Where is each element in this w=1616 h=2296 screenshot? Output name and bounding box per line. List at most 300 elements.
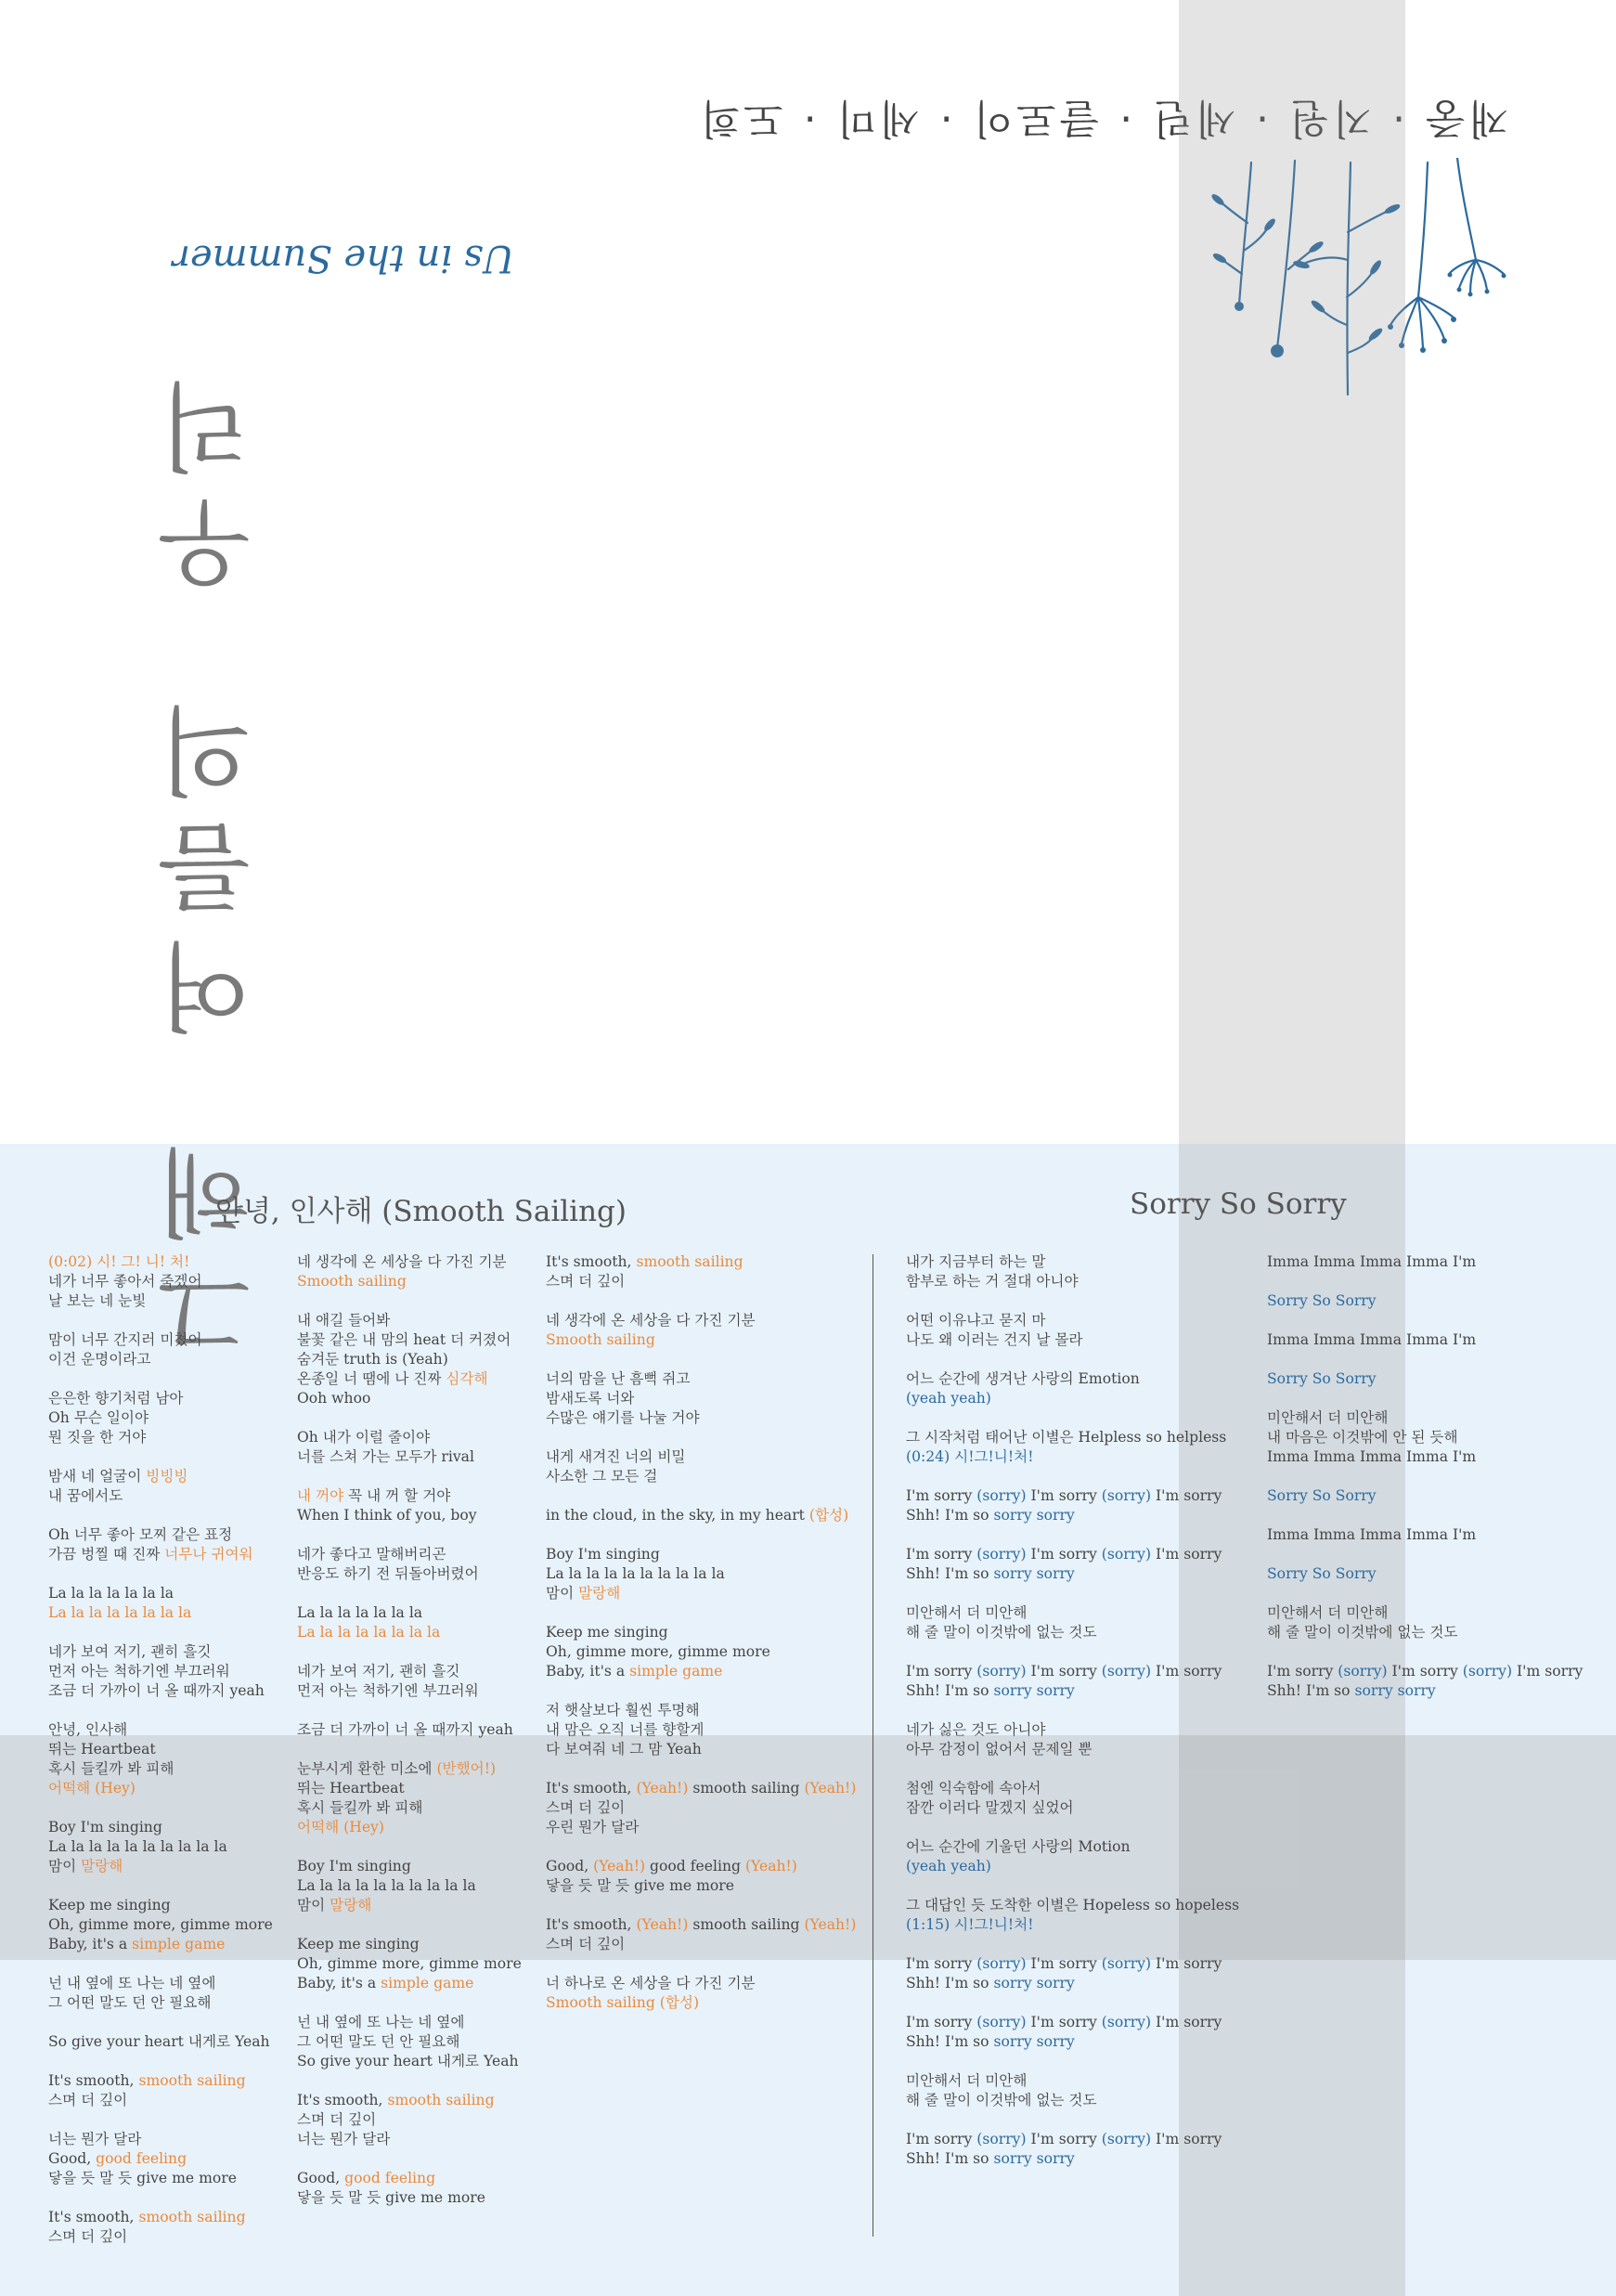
lyric-highlight-blue: (0:24) 시!그!니!처! (906, 1448, 1034, 1465)
lyric-line (297, 1662, 522, 1681)
stanza-gap (1267, 1467, 1583, 1486)
lyric-text: 은은한 향기처럼 남아 (48, 1390, 184, 1407)
lyric-line (906, 1837, 1239, 1857)
lyric-line (546, 1740, 856, 1759)
lyric-text: Shh! I'm so (906, 1565, 994, 1582)
lyric-text: I'm sorry (1026, 1955, 1102, 1972)
lyric-text: Imma Imma Imma Imma I'm (1267, 1526, 1477, 1543)
lyric-text: 닿을 듯 말 듯 give me more (546, 1877, 734, 1894)
lyric-text: 내 꿈에서도 (48, 1487, 123, 1504)
lyric-text: 온종일 너 땜에 나 진짜 (297, 1370, 446, 1387)
lyric-text: 조금 더 가까이 너 올 때까지 yeah (297, 1721, 513, 1738)
song1-lyrics-column-2 (297, 1252, 522, 2208)
lyric-text: Baby, it's a (546, 1663, 630, 1680)
lyric-highlight-orange: Smooth sailing (297, 1273, 407, 1290)
lyric-highlight-orange: (Yeah!) (636, 1916, 689, 1933)
lyric-text: It's smooth, (546, 1780, 637, 1797)
lyric-line (906, 1272, 1239, 1291)
lyric-line (48, 2071, 273, 2091)
lyric-line (297, 2013, 522, 2032)
lyric-text: 반응도 하기 전 뒤돌아버렸어 (297, 1565, 479, 1582)
lyric-line (906, 2149, 1239, 2169)
lyric-text: I'm sorry (906, 2014, 977, 2030)
song2-lyrics-column-1 (906, 1252, 1239, 2169)
lyric-text: 스며 더 깊이 (546, 1273, 626, 1290)
lyric-text: 안녕, 인사해 (48, 1721, 128, 1738)
lyric-line (48, 1350, 273, 1369)
lyric-line (297, 1759, 522, 1779)
lyric-line (546, 1779, 856, 1798)
lyric-text: 먼저 아는 척하기엔 부끄러워 (48, 1663, 230, 1680)
lyric-text: 조금 더 가까이 너 올 때까지 yeah (48, 1682, 265, 1699)
lyric-text: 네가 싫은 것도 아니야 (906, 1721, 1046, 1738)
lyric-line (546, 1701, 856, 1720)
lyric-text: 네가 보여 저기, 괜히 흘깃 (297, 1663, 460, 1680)
lyric-text: 맘이 너무 간지러 미쳤어 (48, 1331, 202, 1348)
lyric-text: 스며 더 깊이 (297, 2111, 377, 2128)
stanza-gap (1267, 1506, 1583, 1525)
title-char: 해 (157, 1135, 252, 1249)
lyric-line (546, 1935, 856, 1954)
lyric-text: I'm sorry (906, 1546, 977, 1563)
stanza-gap (546, 1837, 856, 1857)
lyric-highlight-blue: (sorry) (1101, 2131, 1152, 2147)
stanza-gap (297, 1837, 522, 1857)
lyric-text: When I think of you, boy (297, 1507, 477, 1524)
lyric-line (297, 2169, 522, 2188)
lyric-line (546, 1506, 856, 1525)
lyric-line (48, 1272, 273, 1291)
lyric-line (906, 1486, 1239, 1506)
stanza-gap (297, 1525, 522, 1545)
lyric-line (297, 1506, 522, 1525)
lyric-highlight-orange: 어떡해 (Hey) (297, 1819, 384, 1836)
lyric-text: 먼저 아는 척하기엔 부끄러워 (297, 1682, 479, 1699)
stanza-gap (906, 1350, 1239, 1369)
stanza-gap (546, 1603, 856, 1623)
lyric-text: Shh! I'm so (906, 1975, 994, 1991)
lyric-highlight-blue: (sorry) (976, 2014, 1027, 2030)
lyric-text: 내가 지금부터 하는 말 (906, 1253, 1046, 1270)
lyric-text: 어느 순간에 기울던 사랑의 Motion (906, 1838, 1131, 1855)
lyric-text: Ooh whoo (297, 1390, 371, 1407)
lyric-highlight-orange: good feeling (344, 2170, 436, 2186)
lyric-line (297, 1311, 522, 1330)
stanza-gap (1267, 1642, 1583, 1662)
lyric-highlight-blue: (sorry) (976, 2131, 1027, 2147)
stanza-gap (48, 1798, 273, 1818)
lyric-text: 내 마음은 이것밖에 안 된 듯해 (1267, 1429, 1458, 1446)
lyric-highlight-orange: 빙빙빙 (146, 1468, 188, 1485)
lyric-text: 스며 더 깊이 (48, 2228, 128, 2245)
lyric-text: 네 생각에 온 세상을 다 가진 기분 (297, 1253, 507, 1270)
lyric-line (906, 1447, 1239, 1467)
lyric-line (48, 1935, 273, 1954)
lyric-line (48, 1584, 273, 1603)
stanza-gap (906, 1467, 1239, 1486)
lyric-text: Boy I'm singing (297, 1858, 411, 1874)
lyric-highlight-orange: 어떡해 (Hey) (48, 1780, 136, 1797)
lyric-line (48, 1993, 273, 2013)
lyric-text: smooth sailing (688, 1916, 805, 1933)
lyric-line (546, 1408, 856, 1428)
lyric-line (297, 1369, 522, 1389)
lyric-line (1267, 1369, 1583, 1389)
lyric-line (546, 1447, 856, 1467)
lyric-highlight-orange: (합성) (808, 1507, 849, 1524)
song1-lyrics-column-3 (546, 1252, 856, 2013)
lyric-line (297, 2032, 522, 2052)
lyric-text: Shh! I'm so (906, 1507, 994, 1524)
lyric-line (48, 1330, 273, 1350)
stanza-gap (48, 1954, 273, 1974)
lyric-text: 맘이 (297, 1897, 330, 1913)
lyric-highlight-blue: (sorry) (1338, 1663, 1388, 1680)
stanza-gap (1267, 1545, 1583, 1564)
song2-title: Sorry So Sorry (1130, 1187, 1347, 1221)
lyric-line (546, 1252, 856, 1272)
lyric-highlight-orange: 말랑해 (81, 1858, 123, 1874)
lyric-text: 맘이 (546, 1585, 579, 1602)
lyric-highlight-blue: (sorry) (976, 1955, 1027, 1972)
lyric-text: 이건 운명이라고 (48, 1351, 151, 1368)
lyric-highlight-blue: (sorry) (1101, 2014, 1152, 2030)
stanza-gap (297, 1291, 522, 1311)
lyric-line (48, 1467, 273, 1486)
lyric-text: La la la la la la la la la la (297, 1877, 476, 1894)
lyric-highlight-blue: sorry sorry (993, 1682, 1075, 1699)
lyric-text: It's smooth, (48, 2209, 139, 2225)
lyric-text: 어느 순간에 생겨난 사랑의 Emotion (906, 1370, 1140, 1387)
lyric-text: I'm sorry (1151, 2014, 1222, 2030)
lyric-text: Oh, gimme more, gimme more (48, 1916, 273, 1933)
stanza-gap (297, 1467, 522, 1486)
lyric-text: Shh! I'm so (906, 2033, 994, 2050)
lyric-line (48, 1759, 273, 1779)
lyric-text: 눈부시게 환한 미소에 (297, 1760, 437, 1777)
lyric-text: I'm sorry (1512, 1663, 1584, 1680)
lyric-text: 아무 감정이 없어서 문제일 뿐 (906, 1741, 1092, 1758)
stanza-gap (297, 1740, 522, 1759)
lyric-text: good feeling (645, 1858, 745, 1874)
lyric-text: Oh 너무 좋아 모찌 같은 표정 (48, 1526, 233, 1543)
lyric-line (1267, 1252, 1583, 1272)
lyric-line (48, 2032, 273, 2052)
lyric-line (48, 1252, 273, 1272)
lyric-text: Good, (546, 1858, 594, 1874)
lyric-line (546, 1467, 856, 1486)
lyric-highlight-blue: sorry sorry (993, 2150, 1075, 2167)
lyric-text: smooth sailing (688, 1780, 805, 1797)
lyric-line (546, 1584, 856, 1603)
lyric-line (48, 2091, 273, 2110)
lyric-line (906, 1252, 1239, 1272)
lyric-line (906, 1740, 1239, 1759)
lyric-line (546, 1876, 856, 1896)
lyric-line (297, 1252, 522, 1272)
lyric-text: 뛰는 Heartbeat (48, 1741, 156, 1758)
lyric-highlight-blue: Sorry So Sorry (1267, 1292, 1377, 1309)
stanza-gap (906, 1818, 1239, 1837)
lyric-line (48, 2130, 273, 2149)
lyric-text: 내 맘은 오직 너를 향할게 (546, 1721, 705, 1738)
lyric-text: I'm sorry (1151, 1546, 1222, 1563)
lyric-line (48, 1642, 273, 1662)
lyric-line (297, 1389, 522, 1408)
lyric-text: 혹시 들킬까 봐 피해 (297, 1799, 423, 1816)
lyric-line (297, 1818, 522, 1837)
lyric-line (546, 1662, 856, 1681)
lyric-line (546, 1798, 856, 1818)
lyric-text: I'm sorry (1026, 2131, 1102, 2147)
stanza-gap (48, 2188, 273, 2208)
lyric-highlight-blue: (sorry) (976, 1546, 1027, 1563)
lyric-highlight-blue: (sorry) (1101, 1546, 1152, 1563)
lyric-line (297, 1603, 522, 1623)
stanza-gap (546, 1291, 856, 1311)
lyric-text: 저 햇살보다 훨씬 투명해 (546, 1702, 700, 1719)
lyric-text: 뭔 짓을 한 거야 (48, 1429, 147, 1446)
lyric-line (297, 1447, 522, 1467)
lyric-line (297, 1681, 522, 1701)
stanza-gap (48, 1447, 273, 1467)
lyric-line (906, 1798, 1239, 1818)
lyric-text: I'm sorry (1026, 1663, 1102, 1680)
lyric-highlight-orange: (Yeah!) (744, 1858, 797, 1874)
lyric-text: I'm sorry (1267, 1663, 1338, 1680)
lyric-highlight-orange: simple game (132, 1936, 226, 1952)
lyric-line (546, 1974, 856, 1993)
lyric-line (48, 1681, 273, 1701)
title-char: 우 (157, 486, 252, 601)
stanza-gap (906, 1642, 1239, 1662)
stanza-gap (297, 2149, 522, 2169)
lyric-text: Imma Imma Imma Imma I'm (1267, 1448, 1477, 1465)
lyric-line (297, 1798, 522, 1818)
lyric-text: I'm sorry (1151, 1487, 1222, 1504)
lyric-line (546, 1915, 856, 1935)
lyric-highlight-blue: (yeah yeah) (906, 1858, 991, 1874)
lyric-text: I'm sorry (1026, 1487, 1102, 1504)
stanza-gap (906, 1525, 1239, 1545)
lyric-text: 스며 더 깊이 (546, 1936, 626, 1952)
lyric-line (906, 1720, 1239, 1740)
lyric-text: I'm sorry (906, 1955, 977, 1972)
stanza-gap (48, 1369, 273, 1389)
lyric-line (297, 1779, 522, 1798)
lyric-text: 어떤 이유냐고 묻지 마 (906, 1312, 1046, 1329)
lyric-line (906, 1428, 1239, 1447)
stanza-gap (546, 1525, 856, 1545)
lyric-text: Keep me singing (48, 1897, 171, 1913)
lyric-text: 네가 너무 좋아서 죽겠어 (48, 1273, 202, 1290)
lyric-line (48, 1740, 273, 1759)
lyric-line (297, 2091, 522, 2110)
lyric-line (1267, 1330, 1583, 1350)
lyric-line (906, 1506, 1239, 1525)
stanza-gap (297, 1915, 522, 1935)
lyric-line (297, 1428, 522, 1447)
lyric-text: 내 애길 들어봐 (297, 1312, 391, 1329)
stanza-gap (546, 1486, 856, 1506)
lyric-text: 미안해서 더 미안해 (1267, 1604, 1389, 1621)
stanza-gap (546, 1428, 856, 1447)
lyric-highlight-orange: (Yeah!) (804, 1916, 857, 1933)
lyric-line (297, 1974, 522, 1993)
title-char: 의 (157, 693, 252, 807)
lyric-line (48, 1779, 273, 1798)
lyric-line (297, 1876, 522, 1896)
lyric-highlight-orange: simple game (629, 1663, 723, 1680)
stanza-gap (48, 1506, 273, 1525)
lyric-text: Good, (297, 2170, 345, 2186)
lyric-line (48, 1974, 273, 1993)
lyric-text: I'm sorry (906, 1487, 977, 1504)
lyric-text: 넌 내 옆에 또 나는 네 옆에 (48, 1975, 216, 1991)
lyric-text: La la la la la la la la la la (48, 1838, 227, 1855)
lyric-line (906, 1603, 1239, 1623)
lyric-line (1267, 1623, 1583, 1642)
lyric-text: I'm sorry (906, 1663, 977, 1680)
lyric-highlight-orange: smooth sailing (636, 1253, 743, 1270)
stanza-gap (48, 1701, 273, 1720)
lyric-line (546, 1330, 856, 1350)
lyric-text: 스며 더 깊이 (48, 2092, 128, 2108)
lyric-highlight-blue: (yeah yeah) (906, 1390, 991, 1407)
lyric-text: 닿을 듯 말 듯 give me more (297, 2189, 485, 2206)
lyric-text: 해 줄 말이 이것밖에 없는 것도 (906, 1624, 1097, 1641)
lyric-text: Imma Imma Imma Imma I'm (1267, 1253, 1477, 1270)
lyric-line (48, 1837, 273, 1857)
lyric-highlight-blue: sorry sorry (1354, 1682, 1436, 1699)
lyric-line (297, 1857, 522, 1876)
lyric-line (906, 2032, 1239, 2052)
lyric-line (297, 1486, 522, 1506)
lyric-line (1267, 1408, 1583, 1428)
lyric-text: 미안해서 더 미안해 (906, 2072, 1028, 2089)
lyric-text: Good, (48, 2150, 97, 2167)
lyric-text: 우린 뭔가 달라 (546, 1819, 640, 1836)
lyric-line (48, 2149, 273, 2169)
lyric-line (48, 2208, 273, 2227)
lyric-line (546, 1623, 856, 1642)
lyric-line (297, 1623, 522, 1642)
lyric-line (48, 1915, 273, 1935)
lyric-text: 네가 보여 저기, 괜히 흘깃 (48, 1643, 212, 1660)
stanza-gap (906, 1291, 1239, 1311)
lyric-text: 그 대답인 듯 도착한 이별은 Hopeless so hopeless (906, 1897, 1240, 1913)
lyric-line (546, 1642, 856, 1662)
lyric-line (906, 2071, 1239, 2091)
stanza-gap (48, 2013, 273, 2032)
member-names: 재중 · 지원 · 세린 · 클로이 · 세미 · 도희 (696, 95, 1508, 142)
lyric-highlight-orange: (반했어!) (436, 1760, 497, 1777)
lyric-line (297, 1272, 522, 1291)
lyric-line (48, 1291, 273, 1311)
lyric-text: 스며 더 깊이 (546, 1799, 626, 1816)
stanza-gap (546, 1896, 856, 1915)
lyric-line (546, 1369, 856, 1389)
stanza-gap (297, 1584, 522, 1603)
lyric-line (546, 1818, 856, 1837)
lyric-text: Oh, gimme more, gimme more (546, 1643, 770, 1660)
stanza-gap (1267, 1584, 1583, 1603)
lyric-highlight-blue: (sorry) (1101, 1487, 1152, 1504)
lyric-line (48, 1857, 273, 1876)
lyric-text: Shh! I'm so (1267, 1682, 1355, 1699)
stanza-gap (546, 1759, 856, 1779)
stanza-gap (48, 1564, 273, 1584)
lyric-highlight-blue: sorry sorry (993, 1975, 1075, 1991)
lyric-line (906, 1954, 1239, 1974)
lyric-highlight-blue: (sorry) (1101, 1955, 1152, 1972)
lyric-highlight-blue: (1:15) 시!그!니!처! (906, 1916, 1034, 1933)
lyric-line (48, 1603, 273, 1623)
lyric-text: 해 줄 말이 이것밖에 없는 것도 (1267, 1624, 1458, 1641)
lyric-highlight-orange: 심각해 (446, 1370, 488, 1387)
lyric-highlight-orange: good feeling (96, 2150, 187, 2167)
stanza-gap (297, 1993, 522, 2013)
lyric-line (546, 1857, 856, 1876)
lyric-line (297, 1545, 522, 1564)
lyric-highlight-blue: sorry sorry (993, 1565, 1075, 1582)
stanza-gap (906, 2052, 1239, 2071)
stanza-gap (906, 2110, 1239, 2130)
title-char: 여 (157, 928, 252, 1043)
lyric-line (1267, 1486, 1583, 1506)
subtitle: Us in the Summer (172, 237, 515, 279)
lyric-highlight-orange: Smooth sailing (합성) (546, 1994, 700, 2011)
stanza-gap (297, 1642, 522, 1662)
lyric-line (297, 2188, 522, 2208)
lyric-line (906, 1857, 1239, 1876)
lyric-line (906, 1564, 1239, 1584)
lyric-text: 네가 좋다고 말해버리곤 (297, 1546, 446, 1563)
lyric-text: La la la la la la la (297, 1604, 423, 1621)
lyric-text: 넌 내 옆에 또 나는 네 옆에 (297, 2014, 465, 2030)
stanza-gap (297, 1408, 522, 1428)
lyric-highlight-orange: (0:02) 시! 그! 니! 처! (48, 1253, 190, 1270)
lyric-text: Oh 내가 이럴 줄이야 (297, 1429, 431, 1446)
lyric-line (297, 1330, 522, 1350)
lyric-text: 너 하나로 온 세상을 다 가진 기분 (546, 1975, 756, 1991)
lyric-text: La la la la la la la (48, 1585, 175, 1602)
lyric-line (906, 1974, 1239, 1993)
lyric-line (1267, 1662, 1583, 1681)
lyric-text: It's smooth, (48, 2072, 139, 2089)
lyric-line (48, 1428, 273, 1447)
lyric-text: 네 생각에 온 세상을 다 가진 기분 (546, 1312, 756, 1329)
stanza-gap (48, 1311, 273, 1330)
lyric-highlight-blue: Sorry So Sorry (1267, 1487, 1377, 1504)
lyric-text: I'm sorry (1151, 2131, 1222, 2147)
lyric-text: Boy I'm singing (546, 1546, 660, 1563)
lyric-highlight-orange: La la la la la la la la (48, 1604, 192, 1621)
lyric-text: Baby, it's a (297, 1975, 381, 1991)
lyric-highlight-orange: (Yeah!) (593, 1858, 646, 1874)
stanza-gap (48, 2110, 273, 2130)
lyric-line (906, 1369, 1239, 1389)
lyric-text: Imma Imma Imma Imma I'm (1267, 1331, 1477, 1348)
lyric-line (1267, 1428, 1583, 1447)
lyric-text: 너의 맘을 난 흠뻑 쥐고 (546, 1370, 691, 1387)
lyric-text: It's smooth, (546, 1253, 637, 1270)
lyric-line (906, 2013, 1239, 2032)
lyric-highlight-blue: Sorry So Sorry (1267, 1370, 1377, 1387)
song1-title: 안녕, 인사해 (Smooth Sailing) (215, 1195, 627, 1228)
lyric-highlight-orange: (Yeah!) (636, 1780, 689, 1797)
lyric-text: Keep me singing (546, 1624, 668, 1641)
